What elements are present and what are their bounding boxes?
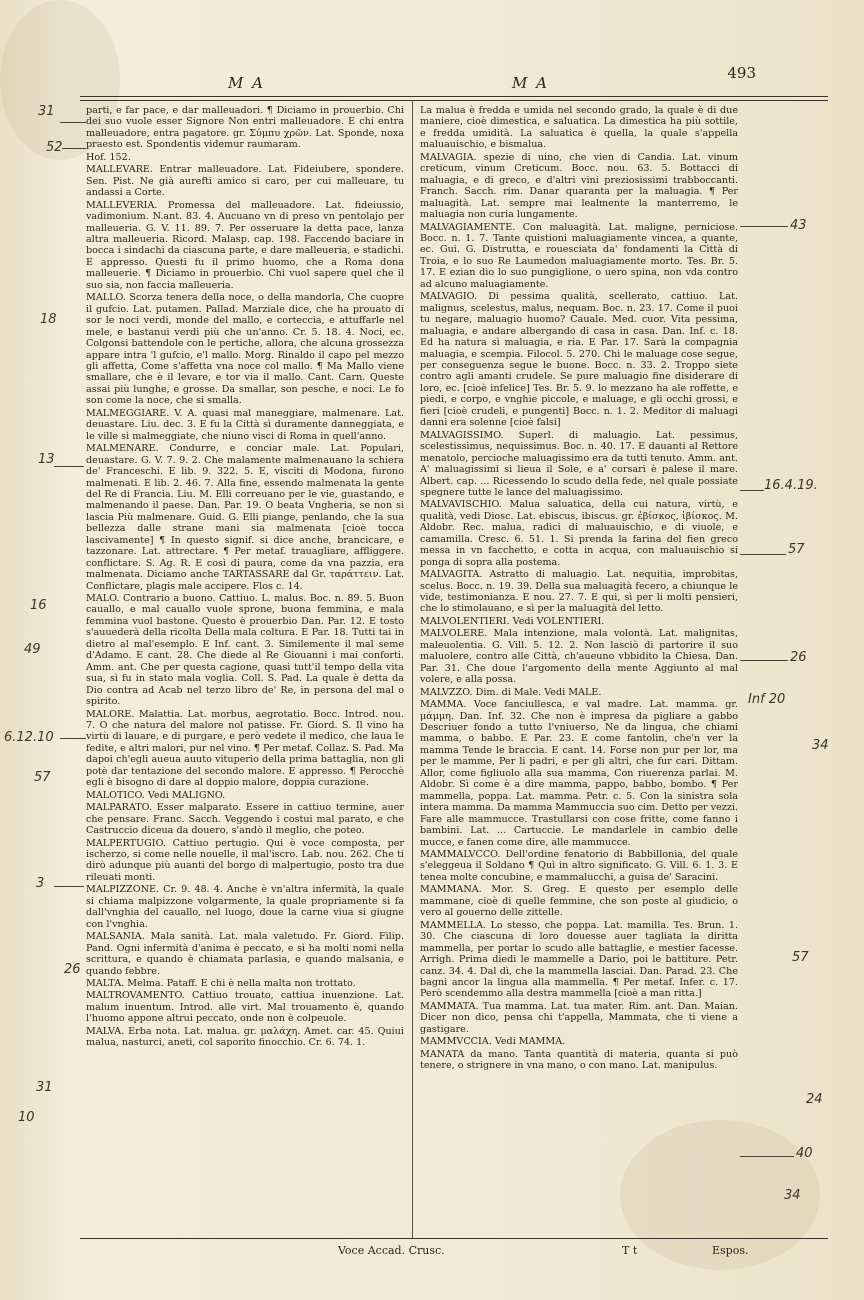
dictionary-entry: MALTA. Melma. Pataff. E chi è nella malta non trottato. [86,977,356,989]
margin-note-right: 43 [790,218,807,233]
dictionary-entry: MAMMVCCIA. Vedi MAMMA. [420,1036,566,1048]
margin-note-right: 34 [784,1188,801,1203]
dictionary-entry: MAMMA. Voce fanciullesca, e val madre. Lat. mamma. gr. μάμμη. Dan. Inf. 32. Che non è impresa da pigliare a gabbo Descriuer fondo a tutto l'vniuerso, Ne da lingua, che chiami mamma, o babbo. E Par. 23. E come fantolin, che'n ver la mamma Tende le braccia. E cant. 14. Forse non pur per lor, ma per le mamme, Per li padri, e per gli altri, che fur cari. Dittam. Allor, come figliuolo alla sua mamma, Con riuerenza parlai. M. Aldobr. Sì come è a dire mamma, pappo, babbo, bombo. ¶ Per mammella, poppa. Lat. mamma. Petr. c. 5. Con la sinistra sola intera mamma. Da mamma Mammuccia suo cim. Detto per vezzi. Fare alle mammucce. Trastullarsi con cose fritte, come fanno i bambini. Lat. ... Cartuccie. Le mandarlele in cambio delle mucce, e fanen come dire, alle mammucce. [420,699,738,848]
margin-note-right: 57 [788,542,805,557]
pen-mark [740,660,788,661]
pen-mark [60,122,86,123]
dictionary-entry: MALVAVISCHIO. Malua saluatica, della cui natura, virtù, e qualità, vedi Diosc. Lat. ebiscus, ibiscus. gr. ἐβίσκος, ἰβίσκος. M. Aldobr. Rec. malua, radici di maluauischio, e di viuole, e camamilla. Cresc. 6. 51. 1. Si prenda la farina del fien greco messa in vn facchetto, e cotta in acqua, con maluauischio si ponga di sopra alla postema. [420,499,738,568]
running-header-right: M A [512,74,549,92]
dictionary-entry: MALMEGGIARE. V. A. quasi mal maneggiare, malmenare. Lat. deuastare. Liu. dec. 3. E fu la Città sì duramente danneggiata, e le ville sì malmeggiate, che niuno visci di Roma in quell'anno. [86,407,404,442]
dictionary-entry: Hof. 152. [86,151,131,163]
dictionary-entry: MALVOLENTIERI. Vedi VOLENTIERI. [420,615,605,627]
margin-note-right: 57 [792,950,809,965]
margin-note-left: 16 [30,598,47,613]
pen-mark [740,490,764,491]
margin-note-left: 49 [24,642,41,657]
margin-note-left: 57 [34,770,51,785]
margin-note-left: 18 [40,312,57,327]
dictionary-entry: MALPARATO. Esser malparato. Essere in cattiuo termine, auer che pensare. Franc. Sacch. Veggendo i costui mal parato, e che Castruccio diceua da douero, s'andò il meglio, che poteo. [86,802,404,837]
margin-note-left: 6.12.10 [4,730,54,745]
top-rule-inner [80,100,828,101]
dictionary-entry: MAMMANA. Mor. S. Greg. E questo per esemplo delle mammane, cioè di quelle femmine, che son poste al giudicio, o vero al gouerno delle zittelle. [420,884,738,919]
pen-mark [740,226,788,227]
margin-note-left: 52 [46,140,63,155]
dictionary-entry: MALVAGIO. Di pessima qualità, scellerato, cattiuo. Lat. malignus, scelestus, malus, nequam. Boc. n. 23. 17. Come il puoi tu negare, maluagio huomo? Cauale. Med. cuor. Vita pessima, maluagia, e andare albergando di casa in casa. Dan. Inf. c. 18. Ed ha natura sì maluagia, e ria. E Par. 17. Sarà la compagnia maluagia, e scempia. Filocol. 5. 270. Chi le maluage cose segue, per conseguenza segue le buone. Bocc. n. 33. 2. Troppo siete contro agli amanti crudele. Se pure maluagio fine disiderare di loro, ec. [cioè infelice] Tes. Br. 5. 9. lo mezzano ha ale roffette, e piedi, e corpo, e vnghie piccole, e maluage, e gli occhi grossi, e fieri [cioè crudeli, e pungenti] Bocc. n. 1. 2. Meditor di maluagi danni era solenne [cioè falsi] [420,291,738,429]
right-column [420,104,738,1072]
margin-note-left: 31 [38,104,55,119]
dictionary-entry: MALPIZZONE. Cr. 9. 48. 4. Anche è vn'altra infermità, la quale si chiama malpizzone volgarmente, la quale propriamente si fa dall'vnghia del cauallo, nel luogo, doue la carne viua si giugne con l'vnghia. [86,884,404,930]
dictionary-entry: MAMMELLA. Lo stesso, che poppa. Lat. mamilla. Tes. Brun. 1. 30. Che ciascuna di loro douesse auer tagliata la diritta mammella, per portar lo scudo alle battaglie, e mestier facesse. Arrigh. Prima diedi le mammelle a Dario, poi le battiture. Petr. canz. 34. 4. Dal dì, che la mammella lasciai. Dan. Parad. 23. Che bagni ancor la lingua alla mammella. ¶ Per metaf. Infer. c. 17. Però scendemmo alla destra mammella [cioè a man ritta.] [420,919,738,1000]
margin-note-right: Inf 20 [748,692,786,707]
dictionary-entry: MALVAGISSIMO. Superl. di maluagio. Lat. pessimus, scelestissimus, nequissimus. Boc. n. 40. 17. E dauanti al Rettore menatolo, percioche maluagissimo era da tutti tenuto. Amm. ant. A' maluagissimi si lieua il Sole, e a' corsari è palese il mare. Albert. cap. ... Ricessendo lo scudo della fede, nel quale possiate spegnere tutte le lance del maluagissimo. [420,429,738,498]
dictionary-entry: MALO. Contrario a buono. Cattiuo. L. malus. Boc. n. 89. 5. Buon cauallo, e mal cauallo vuole sprone, buona femmina, e mala femmina vuol bastone. Questo è prouerbio Dan. Par. 12. E tosto s'auuederà della ricolta Della mala coltura. E Par. 18. Tutti tai in dietro al mal'esemplo. E Inf. cant. 3. Similemente il mal seme d'Adamo. E cant. 28. Che diede al Re Giouanni i mai conforti. Amm. ant. Che per questa cagione, quasi tutt'il tempo della vita sua, sì fu in stato mala voglia. Coll. S. Pad. La quale è detta da Dio contra ad Acab nel terzo libro de' Re, in persona del mal o spirito. [86,593,404,708]
pen-mark [740,1156,794,1157]
dictionary-entry: MALLEVARE. Entrar malleuadore. Lat. Fideiubere, spondere. Sen. Pist. Ne già aurefti amico si caro, per cui malleuare, tu andassi a Corte. [86,164,404,199]
dictionary-entry: parti, e far pace, e dar malleuadori. ¶ Diciamo in prouerbio. Chi dei suo vuole esser Signore Non entri malleuadore. E chi entra malleuadore, entra pagatore. gr. Σύμπυ χρῶν. Lat. Sponde, noxa praesto est. Spondentis videmur raumaram. [86,105,404,151]
dictionary-entry: La malua è fredda e umida nel secondo grado, la quale è di due maniere, cioè dimestica, e saluatica. La dimestica ha più sottile, e fredda umidità. La saluatica è quella, la quale s'appella maluauischio, e bismalua. [420,105,738,151]
margin-note-right: 16.4.19. [764,478,818,493]
column-divider [412,100,413,1238]
catchword-left: Voce Accad. Crusc. [338,1244,445,1257]
signature-mark: T t [622,1244,638,1257]
dictionary-entry: MALTROVAMENTO. Cattiuo trouato, cattiua inuenzione. Lat. malum inuentum. Introd. alle virt. Mal trouamento è, quando l'huomo appone altrui peccato, onde non è colpeuole. [86,990,404,1025]
pen-mark [60,738,86,739]
dictionary-entry: MALLEVERIA. Promessa del malleuadore. Lat. fideiussio, vadimonium. N.ant. 83. 4. Aucuano vn di preso vn pentolajo per malleueria. G. V. 11. 89. 7. Per osseruare la detta pace, lanza altra malleueria. Ricord. Malasp. cap. 198. Faccendo baciare in bocca i sindachi da ciascuna parte, e dare malleueria, e stadichi. E appresso. Questi fu il primo huomo, che a Roma dona malleuerie. ¶ Diciamo in prouerbio. Chi vuol sapere quel che il suo sia, non faccia malleueria. [86,199,404,291]
dictionary-entry: MALVOLERE. Mala intenzione, mala volontà. Lat. malignitas, maleuolentia. G. Vill. 5. 12. 2. Non lasciò di partorire il suo maluolere, contro alle Città, ch'aueuno vbbidito la Chiesa. Dan. Par. 31. Che doue l'argomento della mente Aggiunto al mal volere, e alla possa. [420,628,738,686]
dictionary-entry: MALORE. Malattia. Lat. morbus, aegrotatio. Bocc. Introd. nou. 7. O che natura del malore nol patisse. Fr. Giord. S. Il vino ha virtù di lauare, e di purgare, e però vedete il medico, che laua le fedite, e altri malori, pur nel vino. ¶ Per metaf. Collaz. S. Pad. Ma dapoi ch'egli aueua auuto vituperio della prima battaglia, non gli potè dar tentazione del secondo malore. E appresso. ¶ Perocchè egli è bisogno di dare al doppio malore, doppia curazione. [86,708,404,789]
margin-note-right: 26 [790,650,807,665]
margin-note-right: 34 [812,738,829,753]
margin-note-right: 24 [806,1092,823,1107]
pen-mark [740,554,786,555]
dictionary-entry: MALPERTUGIO. Cattiuo pertugio. Qui è voce composta, per ischerzo, si come nelle nouelle, il mal'iscro. Lab. nou. 262. Che ti dirò adunque più auanti del borgo di malpertugio, posto tra due rileuati monti. [86,837,404,883]
dictionary-entry: MALVAGIAMENTE. Con maluagità. Lat. maligne, perniciose. Bocc. n. 1. 7. Tante quistioni maluagiamente vincea, a quante, ec. Gui. G. Distrutta, e rouesciata da' fondamenti la Città di Troia, e lo suo Re Laumedon maluagiamente morto. Tes. Br. 5. 17. E ezian dio lo suo pungiglione, o uero spina, non vda contro ad alcuno maluagiamente. [420,221,738,290]
dictionary-entry: MALOTICO. Vedi MALIGNO. [86,789,226,801]
page-number: 493 [727,64,756,82]
top-rule [80,96,828,97]
left-column [86,104,404,1049]
pen-mark [54,886,84,887]
running-header-left: M A [228,74,265,92]
dictionary-entry: MALSANIA. Mala sanità. Lat. mala valetudo. Fr. Giord. Filip. Pand. Ogni infermità d'anima è peccato, e sì ha molti nomi nella scrittura, e quando è chiamata parlasia, e quando malsania, e quando febbre. [86,931,404,977]
dictionary-entry: MALVA. Erba nota. Lat. malua. gr. μαλάχη. Amet. car. 45. Quiui malua, nasturci, aneti, col saporito finocchio. Cr. 6. 74. 1. [86,1025,404,1049]
dictionary-entry: MALVAGIA. spezie di uino, che vien di Candia. Lat. vinum creticum, vinum Creticum. Bocc. nou. 63. 5. Bottacci di maluagia, e di greco, e d'altri vini preziosissimi trabboccanti. Franch. Sacch. rim. Danar quaranta per la maluagia. ¶ Per maluagità. Lat. sempre mai lealmente la manterremo, le maluagia non curia lungamente. [420,151,738,221]
dictionary-entry: MAMMATA. Tua mamma. Lat. tua mater. Rim. ant. Dan. Maian. Dicer non dico, pensa chi t'appella, Mammata, che ti viene a gastigare. [420,1000,738,1035]
pen-mark [62,148,86,149]
margin-note-left: 13 [38,452,55,467]
bottom-rule [80,1238,828,1239]
margin-note-left: 31 [36,1080,53,1095]
margin-note-left: 3 [36,876,45,891]
dictionary-entry: MANATA da mano. Tanta quantità di materia, quanta si può tenere, o strignere in vna mano, o con mano. Lat. manipulus. [420,1048,738,1072]
margin-note-left: 26 [64,962,81,977]
dictionary-entry: MAMMALVCCO. Dell'ordine fenatorio di Babbillonia, del quale s'eleggeua il Soldano ¶ Quì in altro significato. G. Vill. 6. 1. 3. E tenea molte concubine, e mammalucchi, a guisa de' Saracini. [420,849,738,883]
dictionary-entry: MALVAGITA. Astratto di maluagio. Lat. nequitia, improbitas, scelus. Bocc. n. 19. 39. Della sua maluagità fecero, a chiunque le vide, testimonianza. E nou. 27. 7. E qui, sì per li molti pensieri, che lo stimolauano, e sì per la maluagità del letto. [420,569,738,615]
dictionary-entry: MALLO. Scorza tenera della noce, o della mandorla, Che cuopre il gufcio. Lat. putamen. Pallad. Marziale dice, che ha prouato di sor le noci verdi, monde del mallo, e corteccia, e attuffarle nel mele, e bastanui verdi più che un'anno. Cr. 5. 18. 4. Noci, ec. Colgonsi battendole con le pertiche, allora, che alcuna grossezza appare intra 'l gufcio, e'l mallo. Morg. Rinaldo il capo pel mezzo gli affetta, Come s'affetta vna noce col mallo. ¶ Ma Mallo viene smallare, che è il levare, e tor via il mallo. Cant. Carn. Queste assai più lunghe, e grosse. Da smallar, son pesche, e noci. Le fo son come la noce, che si smalla. [86,292,404,407]
dictionary-entry: MALVZZO. Dim. di Male. Vedi MALE. [420,686,602,698]
pen-mark [54,466,84,467]
margin-note-left: 10 [18,1110,35,1125]
catchword-right: Espos. [712,1244,749,1257]
margin-note-right: 40 [796,1146,813,1161]
dictionary-entry: MALMENARE. Condurre, e conciar male. Lat. Populari, deuastare. G. V. 7. 9. 2. Che malamente malmenauano la schiera de' Franceschi. E lib. 9. 322. 5. E, visciti di Modona, furono malmenati. E lib. 2. 46. 7. Alla fine, essendo malmenata la gente del Re di Francia. Liu. M. Elli correuano per le vie, guastando, e malmenando il paese. Dan. Par. 19. O beata Vngheria, se non si lascia Più malmenare. Guid. G. Elli piange, penlando, che la sua bellezza dalle strane mani sia malmenata [cioè tocca lascivamente] ¶ In questo signif. si dice anche, brancicare, e tazzonare. Lat. attrectare. ¶ Per metaf. trauagliare, affliggere. conflictare. S. Ag. R. E così di paura, come da vna pazzia, era malmenata. Diciamo anche TARTASSARE dal Gr. ταράττειν. Lat. Conflictare, plagis male accipere. Flos c. 14. [86,443,404,592]
